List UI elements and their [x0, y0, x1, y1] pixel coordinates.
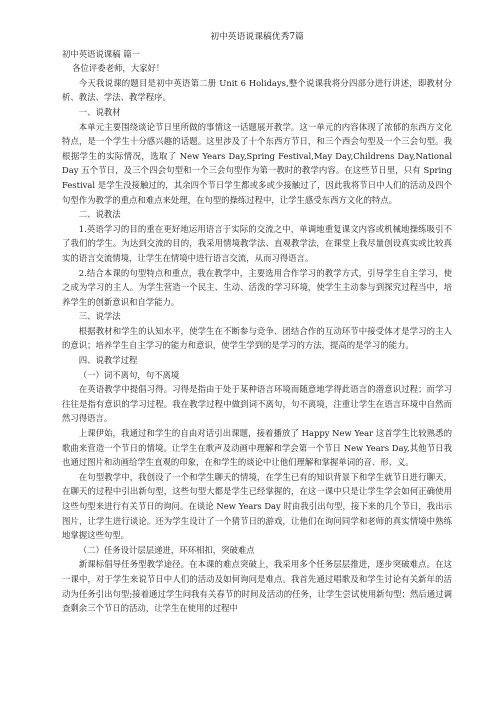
section-heading: （二）任务设计层层递进，环环相扣，突破难点 [78, 544, 255, 555]
section-heading: 一、说教材 [78, 106, 121, 117]
paragraph: 本单元主要围绕谈论节日里所做的事情这一话题展开教学。这一单元的内容体现了浓郁的东西方文化特点，是一个学生十分感兴趣的话题。这里涉及了十个东西方节日，和三个西会句型及一个三会句型。我根据学生的实际情况，选取了 New Years Day,Spring Festival,May Day,Childrens Day,National Day 五个节日，及三个四会句型和一个三会句型作为第一教时的教学内容。在这些节日里，只有 Spring Festival 是学生没接触过的，其余四个节日学生都或多或少接触过了，因此我将节日中人们的活动及四个句型作为教学的重点和难点来处理，在句型的操练过程中，让学生感受东西方文化的特点。 [62, 121, 452, 205]
document-title: 初中英语说课稿优秀7篇 [210, 32, 304, 42]
section-heading: （一）词不离句，句不离境 [78, 369, 180, 380]
greeting: 各位评委老师，大家好！ [72, 63, 165, 74]
document-body [62, 76, 452, 616]
paragraph: 在句型教学中，我创设了一个和学生聊天的情境，在学生已有的知识背景下和学生就节日进行聊天，在聊天的过程中引出新句型，这些句型大都是学生已经掌握的，在这一课中只是让学生学会如何正确使用这些句型来进行有关节日的询问。在谈论 New Years Day 时由我引出句型，接下来的几个节日，我出示图片，让学生进行谈论。还为学生设计了一个猜节日的游戏，让他们在询问同学和老师的真实情境中熟练地掌握这些句型。 [62, 471, 452, 541]
section-heading: 四、说教学过程 [78, 355, 138, 366]
document-subtitle: 初中英语说课稿 篇一 [62, 48, 141, 59]
paragraph: 根据教材和学生的认知水平，使学生在不断参与竞争、团结合作的互动环节中接受体才是学习的主人的意识；培养学生自主学习的能力和意识，使学生学到的是学习的方法，提高的是学习的能力。 [62, 325, 452, 351]
paragraph: 2.结合本课的句型特点和重点，我在教学中，主要选用合作学习的教学方式，引导学生自主学习，使之成为学习的主人。为学生营造一个民主、生动、活泼的学习环境，使学生主动参与到探究过程当中，培养学生的创新意识和自学能力。 [62, 267, 452, 307]
paragraph: 新课标倡导任务型教学途径。在本课的难点突破上，我采用多个任务层层推进，逐步突破难点。在这一课中，对于学生来说节日中人们的活动及如何询问是难点。我首先通过唱歌及和学生讨论有关新年的活动为任务引出句型;接着通过学生问我有关春节的时间及活动的任务，让学生尝试使用新句型；然后通过调查剩余三个节日的活动，让学生在使用的过程中 [62, 559, 452, 614]
paragraph: 今天我说课的题目是初中英语第二册 Unit 6 Holidays,整个说课我将分四部分进行讲述，即教材分析、教法、学法、教学程序。 [62, 77, 452, 103]
section-heading: 三、说学法 [78, 311, 121, 322]
paragraph: 在英语教学中提倡习得。习得是指由于处于某种语言环境而随意地学得此语言的潜意识过程；而学习往往是指有意识的学习过程。我在教学过程中做到词不离句，句不离境，注重让学生在语言环境中自然而然习得语言。 [62, 384, 452, 424]
section-heading: 二、说教法 [78, 209, 121, 220]
paragraph: 1.英语学习的目的重在更好地运用语言于实际的交流之中，单调地重复课文内容或机械地操练吸引不了我们的学生。为达到交流的目的，我采用情境教学法、直观教学法，在课堂上我尽量创设真实或比较真实的语言交流情境，让学生在情境中进行语言交流，从而习得语言。 [62, 223, 452, 263]
paragraph: 上课伊始，我通过和学生的自由对话引出课题，接着播放了 Happy New Year 这首学生比较熟悉的歌曲来营造一个节日的情境。让学生在歌声及动画中理解和学会第一个节日 New Years Day,其他节日我也通过图片和动画给学生直观的印象，在和学生的谈论中让他们理解和掌握单词的音、形、义。 [62, 428, 452, 468]
